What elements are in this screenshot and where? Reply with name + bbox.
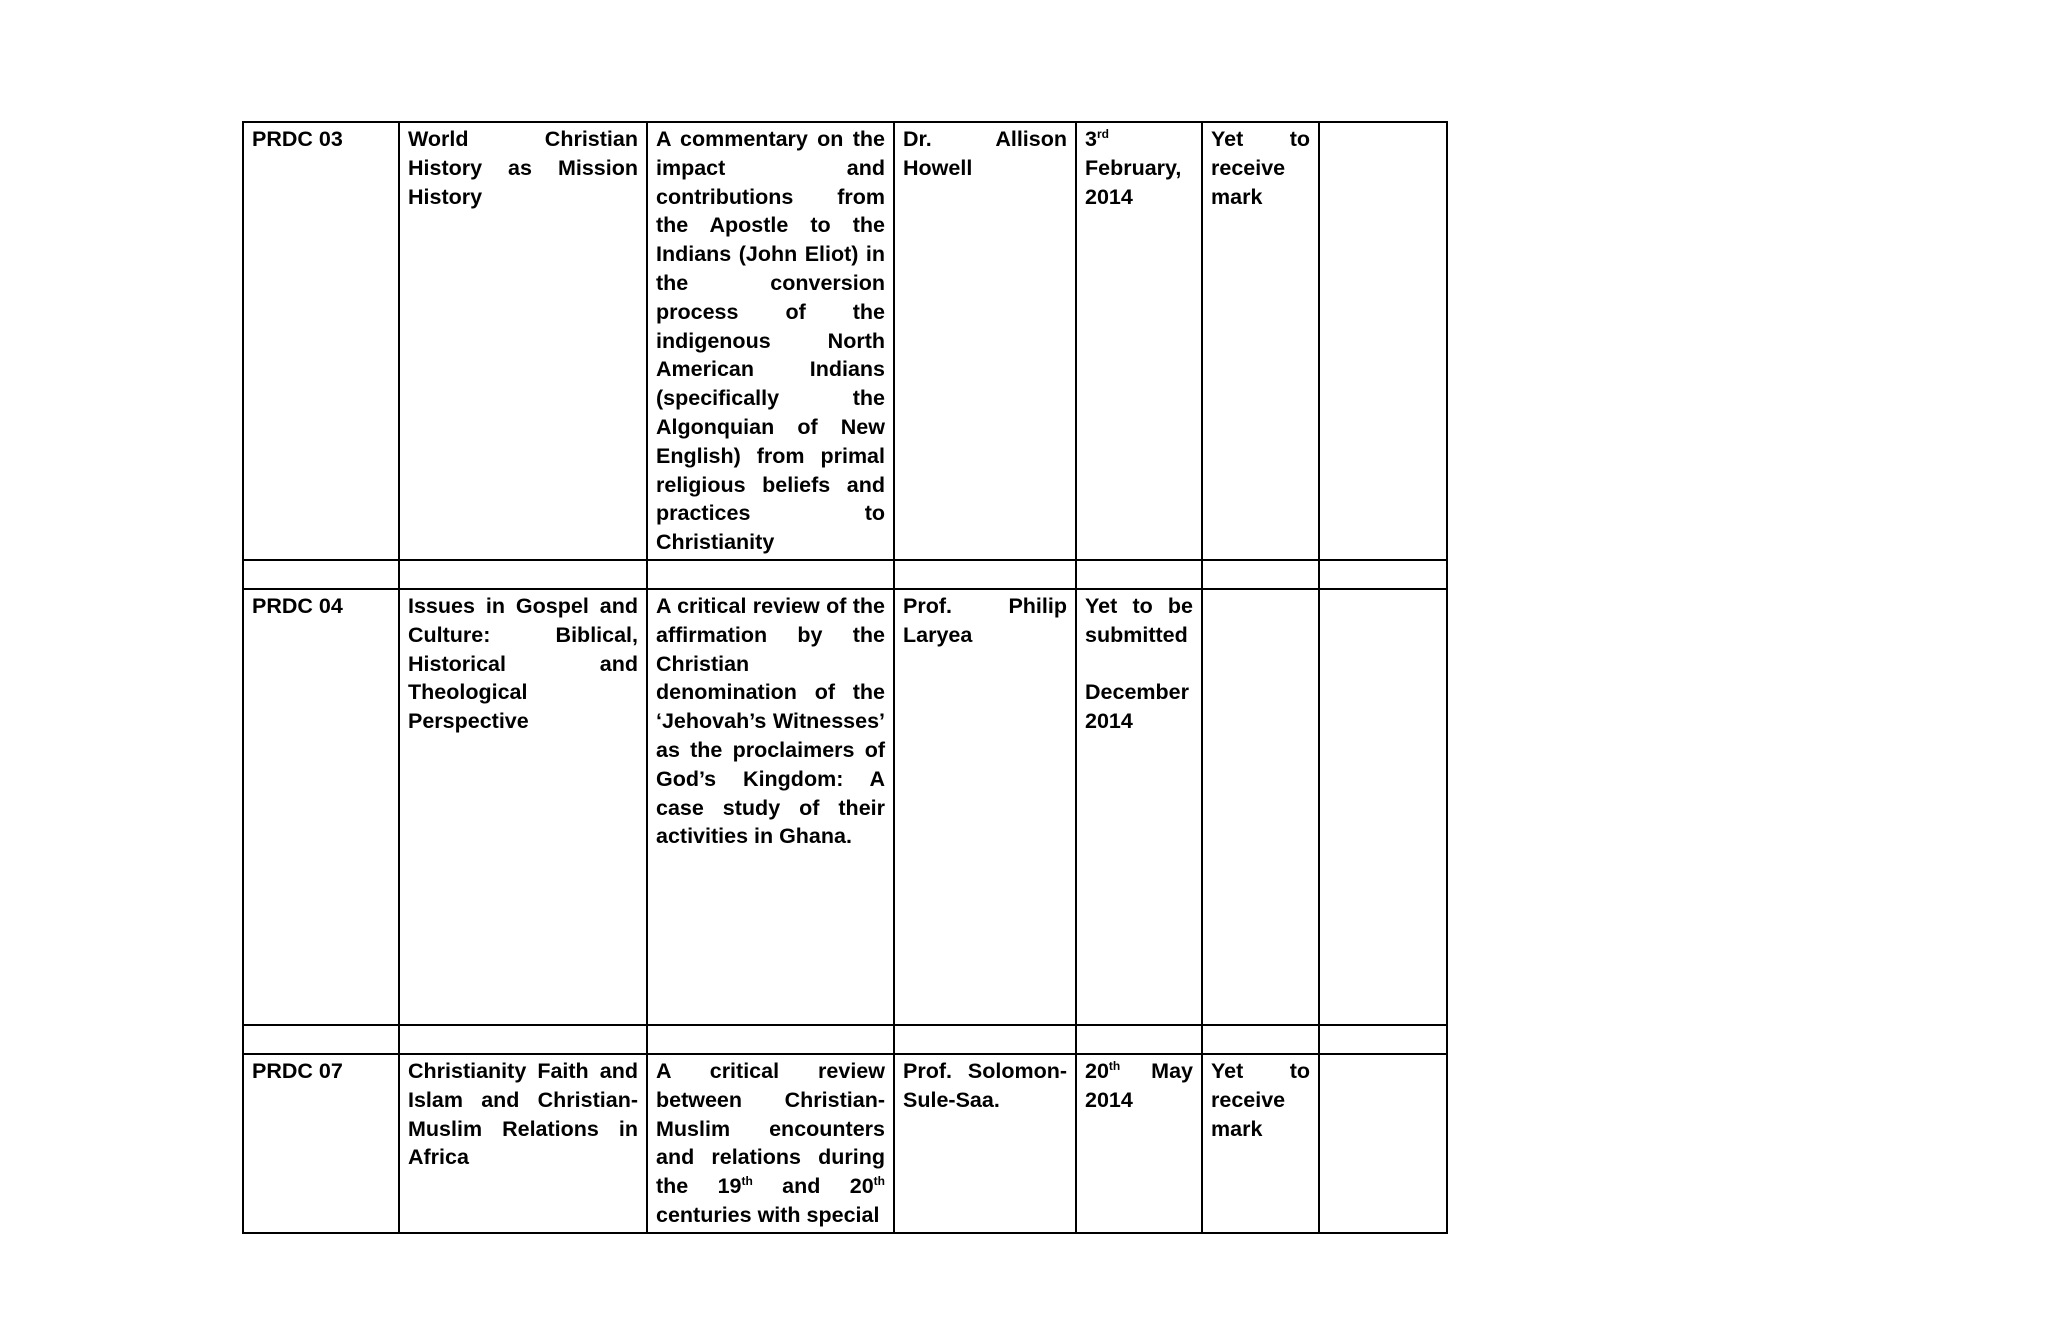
ordinal-suffix: th <box>741 1173 753 1188</box>
topic-cell: A commentary on the impact and contributions from the Apostle to the Indians (John Eliot) in the conversion process of the indigenous North American Indians (specifically the Algonquian of New English) from primal religious beliefs and practices to Christianity <box>647 122 894 560</box>
date-day: 3 <box>1085 127 1097 151</box>
remark-cell <box>1319 122 1447 560</box>
course-title-cell: Issues in Gospel and Culture: Biblical, Historical and Theological Perspective <box>399 589 647 1025</box>
spacer-row <box>243 1025 1447 1054</box>
supervisor-cell: Dr. Allison Howell <box>894 122 1076 560</box>
course-title-cell: Christianity Faith and Islam and Christian-Muslim Relations in Africa <box>399 1054 647 1233</box>
date-rest: February, 2014 <box>1085 155 1182 209</box>
date-cell <box>1076 122 1202 560</box>
course-code-cell: PRDC 03 <box>243 122 399 560</box>
course-code-cell: PRDC 07 <box>243 1054 399 1233</box>
topic-text-c: centuries with special <box>656 1202 880 1227</box>
supervisor-cell: Prof. Philip Laryea <box>894 589 1076 1025</box>
date-day: 20 <box>1085 1058 1109 1083</box>
table-row <box>243 122 1447 560</box>
course-title-cell: World Christian History as Mission History <box>399 122 647 560</box>
topic-cell: A critical review of the affirmation by the Christian denomination of the ‘Jehovah’s Witnesses’ as the proclaimers of God’s Kingdom: A case study of their activities in Ghana. <box>647 589 894 1025</box>
topic-cell <box>647 1054 894 1233</box>
date-suffix: rd <box>1096 126 1109 141</box>
remark-cell <box>1319 589 1447 1025</box>
table-row <box>243 589 1447 1025</box>
course-code-cell: PRDC 04 <box>243 589 399 1025</box>
date-rest: May 2014 <box>1085 1058 1193 1112</box>
date-suffix: th <box>1108 1058 1121 1073</box>
topic-text-b: and 20 <box>752 1174 874 1199</box>
date-cell <box>1076 1054 1202 1233</box>
status-cell: Yet to receive mark <box>1202 1054 1319 1233</box>
course-table <box>242 121 1448 1234</box>
spacer-row <box>243 560 1447 589</box>
status-cell <box>1202 589 1319 1025</box>
remark-cell <box>1319 1054 1447 1233</box>
supervisor-cell: Prof. Solomon-Sule-Saa. <box>894 1054 1076 1233</box>
status-cell: Yet to receive mark <box>1202 122 1319 560</box>
ordinal-suffix: th <box>873 1173 885 1188</box>
topic-text-a: A critical review between Christian-Muslim encounters and relations during the 19 <box>656 1058 885 1199</box>
date-cell: Yet to be submitted December 2014 <box>1076 589 1202 1025</box>
table-row <box>243 1054 1447 1233</box>
